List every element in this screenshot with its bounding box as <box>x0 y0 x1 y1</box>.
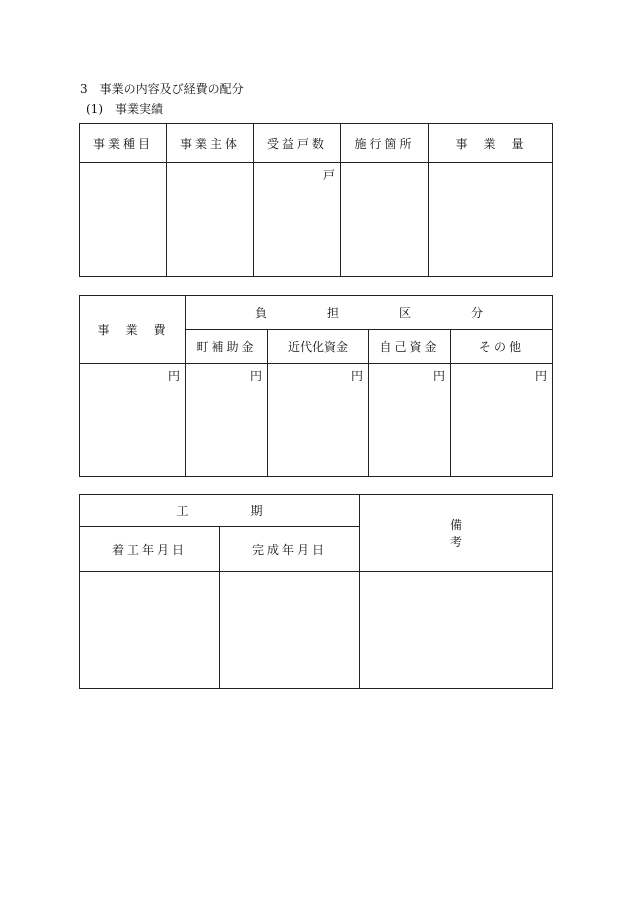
cell-own-funds[interactable] <box>369 364 451 477</box>
unit-yen: 円 <box>167 369 180 383</box>
cell-other[interactable] <box>451 364 553 477</box>
header-remarks: 備考 <box>360 495 553 572</box>
cell-project-volume[interactable] <box>429 163 553 277</box>
cell-modernization-fund[interactable] <box>268 364 369 477</box>
section-heading: 3 事業の内容及び経費の配分 <box>80 82 244 96</box>
project-results-table <box>79 123 553 277</box>
unit-yen: 円 <box>535 369 548 383</box>
unit-households: 戸 <box>322 168 335 182</box>
header-other: その他 <box>451 330 553 364</box>
cell-project-type[interactable] <box>80 163 167 277</box>
unit-yen: 円 <box>249 369 262 383</box>
header-project-type: 事業種目 <box>80 124 167 163</box>
header-project-volume: 事 業 量 <box>429 124 553 163</box>
cell-beneficiary-households[interactable] <box>254 163 341 277</box>
header-burden-division: 負担区分 <box>186 296 553 330</box>
header-own-funds: 自己資金 <box>369 330 451 364</box>
header-work-location: 施行箇所 <box>341 124 429 163</box>
cell-project-entity[interactable] <box>167 163 254 277</box>
header-project-entity: 事業主体 <box>167 124 254 163</box>
header-town-subsidy: 町補助金 <box>186 330 268 364</box>
cell-start-date[interactable] <box>80 572 220 689</box>
cell-completion-date[interactable] <box>220 572 360 689</box>
header-start-date: 着工年月日 <box>80 527 220 572</box>
cell-project-cost[interactable] <box>80 364 186 477</box>
cell-work-location[interactable] <box>341 163 429 277</box>
unit-yen: 円 <box>350 369 363 383</box>
header-modernization-fund: 近代化資金 <box>268 330 369 364</box>
cost-allocation-table <box>79 295 553 477</box>
schedule-remarks-table <box>79 494 553 689</box>
cell-remarks[interactable] <box>360 572 553 689</box>
cell-town-subsidy[interactable] <box>186 364 268 477</box>
subsection-heading: (1) 事業実績 <box>86 102 163 116</box>
unit-yen: 円 <box>432 369 445 383</box>
header-completion-date: 完成年月日 <box>220 527 360 572</box>
header-project-cost: 事 業 費 <box>80 296 186 364</box>
header-beneficiary-households: 受益戸数 <box>254 124 341 163</box>
header-construction-period: 工期 <box>80 495 360 527</box>
